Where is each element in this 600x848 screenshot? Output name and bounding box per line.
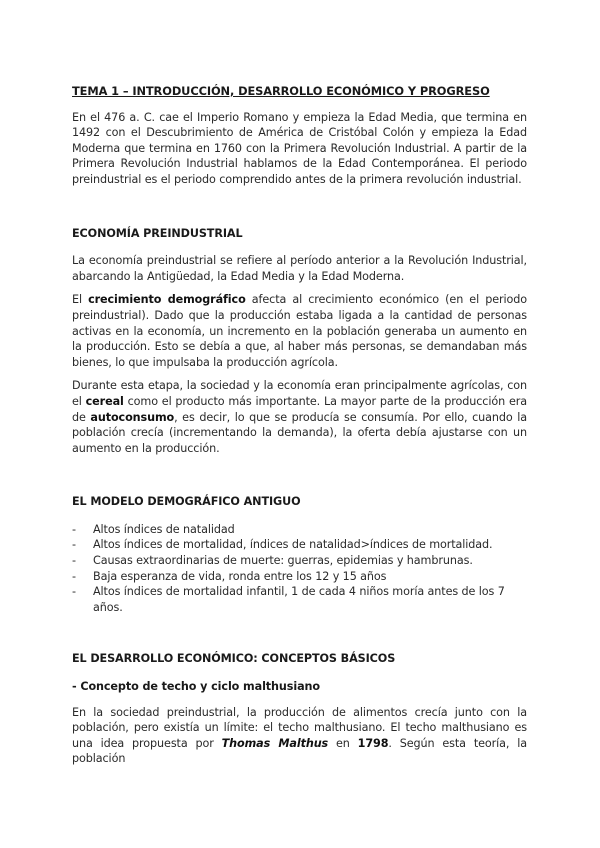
bold-term-cereal: cereal xyxy=(85,394,124,408)
section-heading-modelo-demografico: EL MODELO DEMOGRÁFICO ANTIGUO xyxy=(72,495,301,509)
subheading-techo-malthusiano: - Concepto de techo y ciclo malthusiano xyxy=(72,680,320,694)
text-run: En la sociedad preindustrial, la producción de alimentos crecía junto con la población, pero existía un límite: el techo malthusiano. El techo malthusiano es una idea propuesta por xyxy=(72,705,527,750)
paragraph-preindustrial-definition: La economía preindustrial se refiere al período anterior a la Revolución Industrial, abarcando la Antigüedad, la Edad Media y la Edad Moderna. xyxy=(72,254,527,283)
bold-term-crecimiento-demografico: crecimiento demográfico xyxy=(88,293,246,307)
list-item: - Baja esperanza de vida, ronda entre los 12 y 15 años xyxy=(89,569,527,585)
list-item: - Altos índices de natalidad xyxy=(89,522,527,538)
paragraph-crecimiento-demografico xyxy=(72,292,527,370)
bold-term-autoconsumo: autoconsumo xyxy=(90,410,175,424)
paragraph-techo-malthusiano xyxy=(72,705,527,767)
text-run: , es decir, lo que se producía se consumía. Por ello, cuando la población crecía (incrementando la demanda), la oferta debía ajustarse con un aumento en la producción. xyxy=(72,410,527,455)
bold-year-1798: 1798 xyxy=(357,736,389,750)
text-run: en xyxy=(328,736,358,750)
page-title: TEMA 1 – INTRODUCCIÓN, DESARROLLO ECONÓMICO Y PROGRESO xyxy=(72,84,490,98)
text-run: . Según esta teoría, la población xyxy=(72,736,527,766)
list-item: - Altos índices de mortalidad, índices de natalidad>índices de mortalidad. xyxy=(89,537,527,553)
paragraph-economia-agricola xyxy=(72,378,527,456)
list-item: - Altos índices de mortalidad infantil, 1 de cada 4 niños moría antes de los 7 años. xyxy=(89,584,527,615)
list-item: - Causas extraordinarias de muerte: guerras, epidemias y hambrunas. xyxy=(89,553,527,569)
text-run: El xyxy=(72,293,89,307)
text-run: afecta al crecimiento económico (en el periodo preindustrial). Dado que la producción estaba ligada a la cantidad de personas activas en la economía, un incremento en la población generaba un aumento en la producción. Esto se debía a que, al haber más personas, se demandaban más bienes, lo que impulsaba la producción agrícola. xyxy=(72,293,527,369)
text-run: Durante esta etapa, la sociedad y la economía eran principalmente agrícolas, con el xyxy=(72,379,527,408)
bold-italic-thomas-malthus: Thomas Malthus xyxy=(221,736,329,750)
section-heading-desarrollo-economico: EL DESARROLLO ECONÓMICO: CONCEPTOS BÁSICOS xyxy=(72,652,396,666)
page-content xyxy=(72,84,527,767)
text-run: como el producto más importante. La mayor parte de la producción era de xyxy=(72,394,527,424)
intro-paragraph: En el 476 a. C. cae el Imperio Romano y empieza la Edad Media, que termina en 1492 con el Descubrimiento de América de Cristóbal Colón y empieza la Edad Moderna que termina en 1760 con la Primera Revolución Industrial. A partir de la Primera Revolución Industrial hablamos de la Edad Contemporánea. El periodo preindustrial es el periodo comprendido antes de la primera revolución industrial. xyxy=(72,110,527,186)
section-heading-economia-preindustrial: ECONOMÍA PREINDUSTRIAL xyxy=(72,226,243,240)
demographic-list xyxy=(72,522,527,616)
